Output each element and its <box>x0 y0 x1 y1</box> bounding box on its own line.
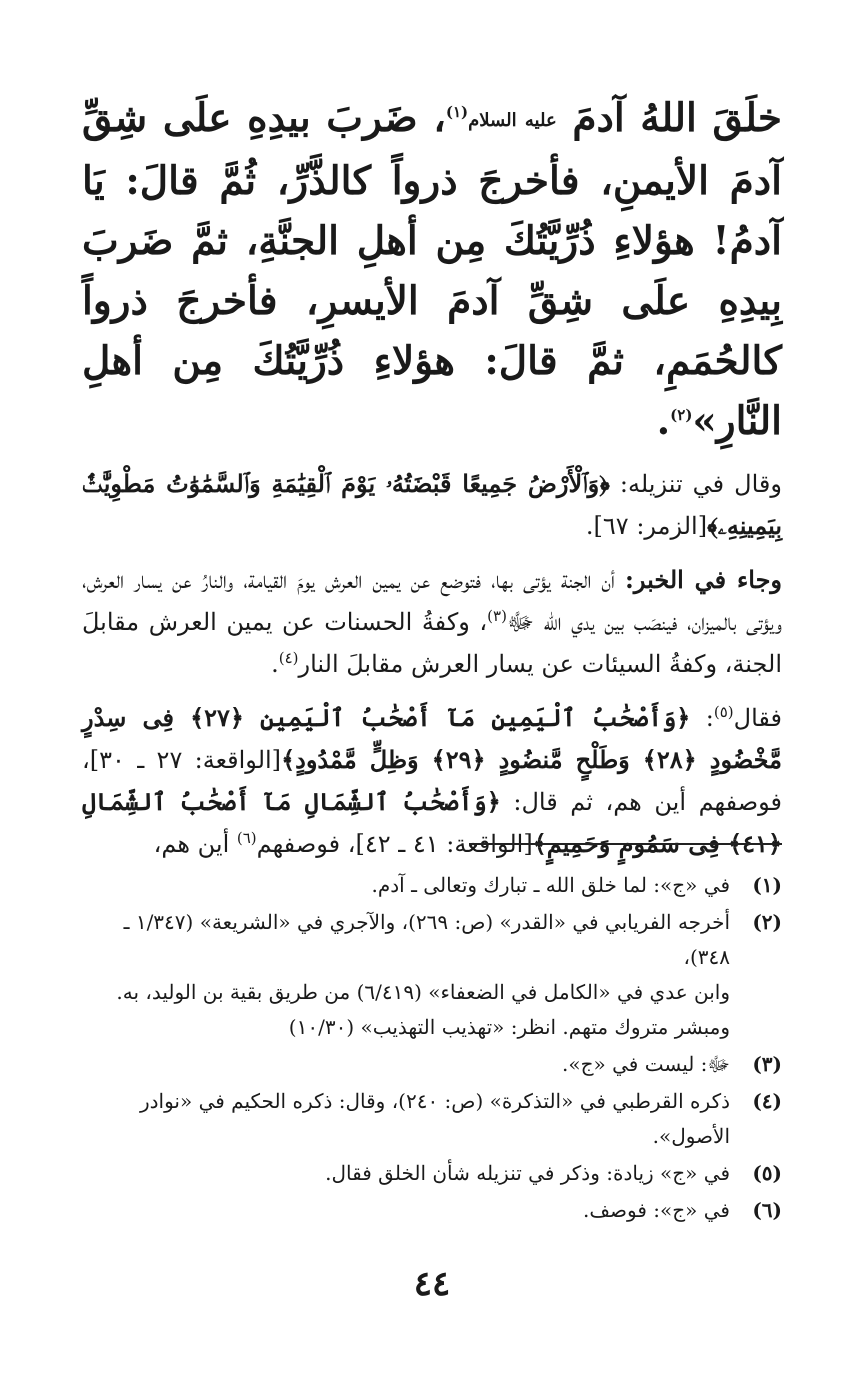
footnotes-list <box>82 868 782 1230</box>
footnote-number: (٣) <box>752 1052 782 1076</box>
hadith-part1: خلَقَ اللهُ آدمَ <box>556 95 782 141</box>
p3-prefix: فقال <box>733 704 783 732</box>
footnote-number: (٤) <box>752 1089 782 1113</box>
footnote-line: في «ج»: لما خلق الله ـ تبارك وتعالى ـ آدم. <box>371 873 730 897</box>
hadith-end: . <box>656 398 671 444</box>
footnote-number: (٢) <box>752 910 782 934</box>
p2-text1: أن الجنة يؤتى بها، فتوضع عن يمين العرش يومَ القيامة، والنارُ عن يسار العرش، ويؤتى بالميزان، فينصَب بين يدي الله ﷻ <box>82 566 782 636</box>
footnote-line: أخرجه الفريابي في «القدر» (ص: ٢٦٩)، والآجري في «الشريعة» (١/٣٤٧ ـ ٣٤٨)، <box>123 910 730 969</box>
quran-verse-waqiah-2: ﴿وَأَصْحَٰبُ ٱلشِّمَالِ مَآ أَصْحَٰبُ ٱلشِّمَالِ ﴿٤١﴾ فِى سَمُومٍ وَحَمِيمٍ﴾ <box>82 787 782 858</box>
footnote-text <box>82 1047 730 1082</box>
footnote-ref-4: (٤) <box>278 649 299 667</box>
footnote-line: في «ج»: فوصف. <box>582 1198 730 1222</box>
footnote-item <box>82 1084 782 1154</box>
footnote-item <box>82 1047 782 1082</box>
footnote-line: وابن عدي في «الكامل في الضعفاء» (٦/٤١٩) من طريق بقية بن الوليد، به. <box>116 980 730 1004</box>
hadith-part2: ، ضَربَ بيدِهِ علَى شِقِّ آدمَ الأيمنِ، فأخرجَ ذرواً كالذَّرِّ، ثُمَّ قالَ: يَا آدمُ! هؤلاءِ ذُرِّيَّتُكَ مِن أهلِ الجنَّةِ، ثمَّ ضَربَ بِيدِهِ علَى شِقِّ آدمَ الأيسرِ، فأخرجَ ذرواً كالحُمَمِ، ثمَّ قالَ: هؤلاءِ ذُرِّيَّتُكَ مِن أهلِ النَّارِ» <box>82 95 782 444</box>
honorific-glyph: عليه السلام <box>468 110 557 131</box>
p2-lead: وجاء في الخبر: <box>625 565 782 594</box>
footnote-item <box>82 1156 782 1191</box>
paragraph-tanzil <box>82 463 782 547</box>
footnote-line: ﷻ: ليست في «ج». <box>562 1052 730 1076</box>
quran-verse-zumar: ﴿وَٱلْأَرْضُ جَمِيعًا قَبْضَتُهُۥ يَوْمَ ٱلْقِيَٰمَةِ وَٱلسَّمَٰوَٰتُ مَطْوِيَّٰتٌۢ بِيَمِينِهِۦ﴾ <box>82 469 782 540</box>
footnote-number: (٥) <box>752 1161 782 1185</box>
quran-verse-waqiah-1: ﴿وَأَصْحَٰبُ ٱلْيَمِينِ مَآ أَصْحَٰبُ ٱلْيَمِينِ ﴿٢٧﴾ فِى سِدْرٍ مَّخْضُودٍ ﴿٢٨﴾ وَطَلْحٍ مَّنضُودٍ ﴿٢٩﴾ وَظِلٍّ مَّمْدُودٍ﴾ <box>82 703 782 774</box>
book-page <box>82 88 782 1358</box>
footnote-line: ومبشر متروك متهم. انظر: «تهذيب التهذيب» (١٠/٣٠) <box>288 1015 730 1039</box>
p2-end: . <box>271 650 279 678</box>
footnote-line: ذكره القرطبي في «التذكرة» (ص: ٢٤٠)، وقال: ذكره الحكيم في «نوادر الأصول». <box>139 1089 730 1148</box>
footnote-number: (٦) <box>752 1198 782 1222</box>
footnote-ref-3: (٣) <box>487 607 507 625</box>
footnote-divider <box>469 843 782 845</box>
footnote-ref-2: (٢) <box>670 406 693 424</box>
footnote-item <box>82 905 782 1045</box>
p3-citation-1: [الواقعة: ٢٧ ـ ٣٠]، فوصفهم أين هم، ثم قال: <box>82 746 782 816</box>
footnote-text <box>82 1193 730 1228</box>
paragraph-khabar <box>82 559 782 685</box>
footnote-line: في «ج» زيادة: وذكر في تنزيله شأن الخلق فقال. <box>325 1161 730 1185</box>
p1-citation: [الزمر: ٦٧]. <box>585 512 708 540</box>
footnote-ref-5: (٥) <box>713 703 734 721</box>
footnote-text <box>82 868 730 903</box>
footnote-text <box>82 1156 730 1191</box>
p2-text2: ، وكفةُ الحسنات عن يمين العرش مقابلَ الجنة، وكفةُ السيئات عن يسار العرش مقابلَ النار <box>82 608 782 678</box>
p3-colon: : <box>690 704 714 732</box>
p3-tail: أين هم، <box>153 830 237 858</box>
p1-prefix: وقال في تنزيله: <box>609 470 782 498</box>
footnote-ref-6: (٦) <box>236 829 257 847</box>
paragraph-waqiah <box>82 697 782 865</box>
footnote-text <box>82 905 730 1045</box>
footnote-ref-1: (١) <box>445 103 469 121</box>
p3-citation-2: [الواقعة: ٤١ ـ ٤٢]، فوصفهم <box>256 830 533 858</box>
page-number: ٤٤ <box>413 1264 451 1304</box>
hadith-text <box>82 88 782 451</box>
footnote-item <box>82 1193 782 1228</box>
footnote-text <box>82 1084 730 1154</box>
footnote-item <box>82 868 782 903</box>
footnote-number: (١) <box>752 873 782 897</box>
